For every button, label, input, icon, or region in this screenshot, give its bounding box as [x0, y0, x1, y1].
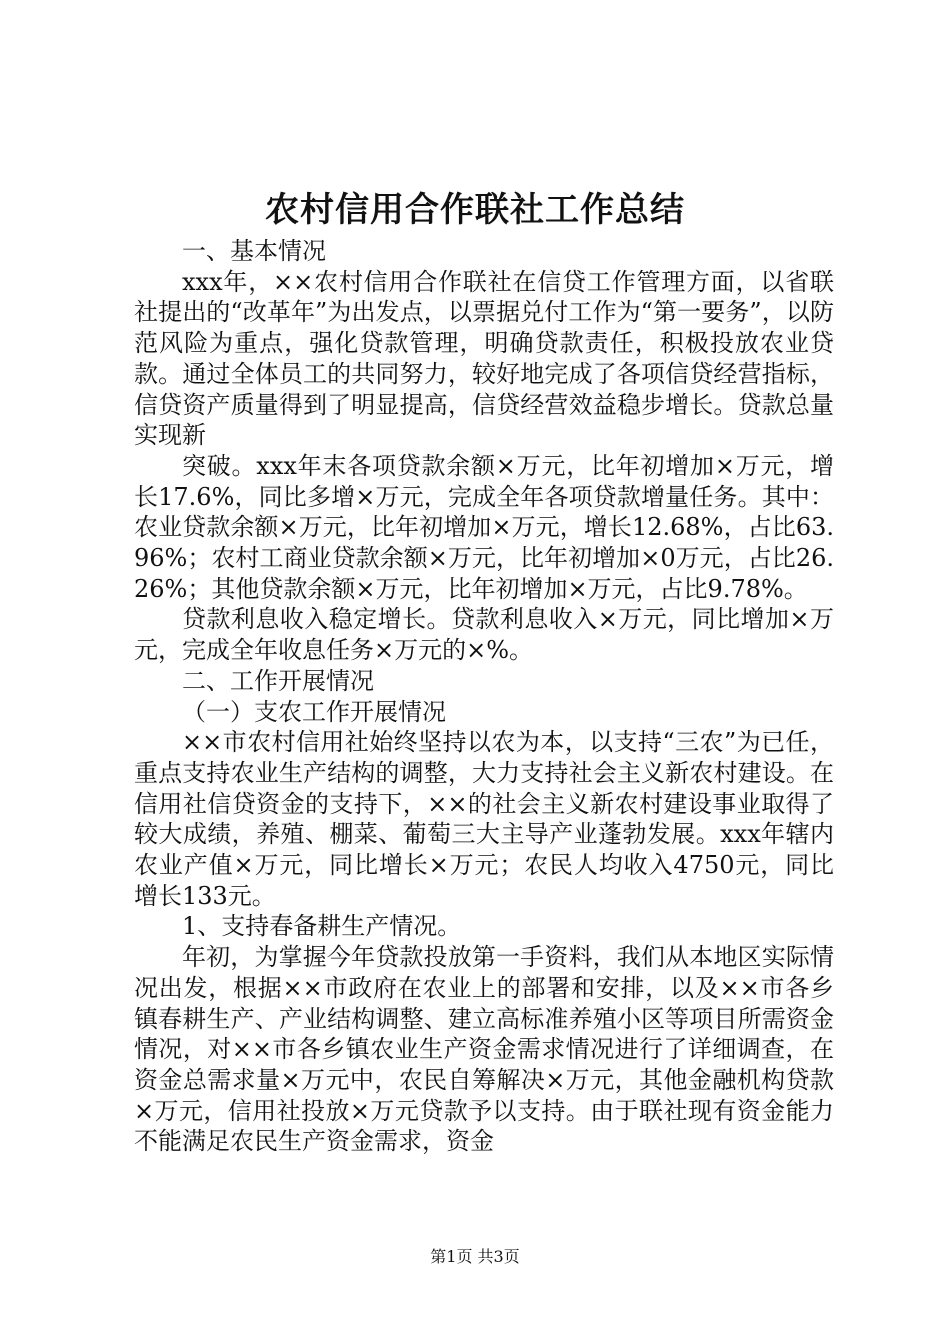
section-heading-basic-situation: 一、基本情况	[182, 237, 326, 265]
section-heading-work-progress: 二、工作开展情况	[182, 666, 374, 695]
subsection-heading-agriculture-support: （一）支农工作开展情况	[182, 697, 446, 726]
paragraph-interest-income: 贷款利息收入稳定增长。贷款利息收入×万元，同比增加×万元，完成全年收息任务×万元的×%。	[134, 605, 834, 665]
document-body	[134, 236, 834, 1157]
page-footer: 第1页 共3页	[430, 1247, 520, 1266]
paragraph-overview: xxx年，××农村信用合作联社在信贷工作管理方面，以省联社提出的“改革年”为出发点，以票据兑付工作为“第一要务”，以防范风险为重点，强化贷款管理，明确贷款责任，积极投放农业贷款。通过全体员工的共同努力，较好地完成了各项信贷经营指标，信贷资产质量得到了明显提高，信贷经营效益稳步增长。贷款总量实现新	[134, 267, 834, 450]
paragraph-spring-farming: 年初，为掌握今年贷款投放第一手资料，我们从本地区实际情况出发，根据××市政府在农业上的部署和安排，以及××市各乡镇春耕生产、产业结构调整、建立高标准养殖小区等项目所需资金情况，对××市各乡镇农业生产资金需求情况进行了详细调查，在资金总需求量×万元中，农民自筹解决×万元，其他金融机构贷款×万元，信用社投放×万元贷款予以支持。由于联社现有资金能力不能满足农民生产资金需求，资金	[134, 943, 834, 1156]
paragraph-loan-balance: 突破。xxx年末各项贷款余额×万元，比年初增加×万元，增长17.6%，同比多增×万元，完成全年各项贷款增量任务。其中：农业贷款余额×万元，比年初增加×万元，增长12.68%，占比63.96%；农村工商业贷款余额×万元，比年初增加×0万元，占比26.26%；其他贷款余额×万元，比年初增加×万元，占比9.78%。	[134, 451, 834, 603]
paragraph-agriculture-support: ××市农村信用社始终坚持以农为本，以支持“三农”为已任，重点支持农业生产结构的调整，大力支持社会主义新农村建设。在信用社信贷资金的支持下，××的社会主义新农村建设事业取得了较大成绩，养殖、棚菜、葡萄三大主导产业蓬勃发展。xxx年辖内农业产值×万元，同比增长×万元；农民人均收入4750元，同比增长133元。	[134, 728, 834, 910]
document-title: 农村信用合作联社工作总结	[265, 190, 685, 230]
item-heading-spring-farming: 1、支持春备耕生产情况。	[182, 912, 462, 941]
